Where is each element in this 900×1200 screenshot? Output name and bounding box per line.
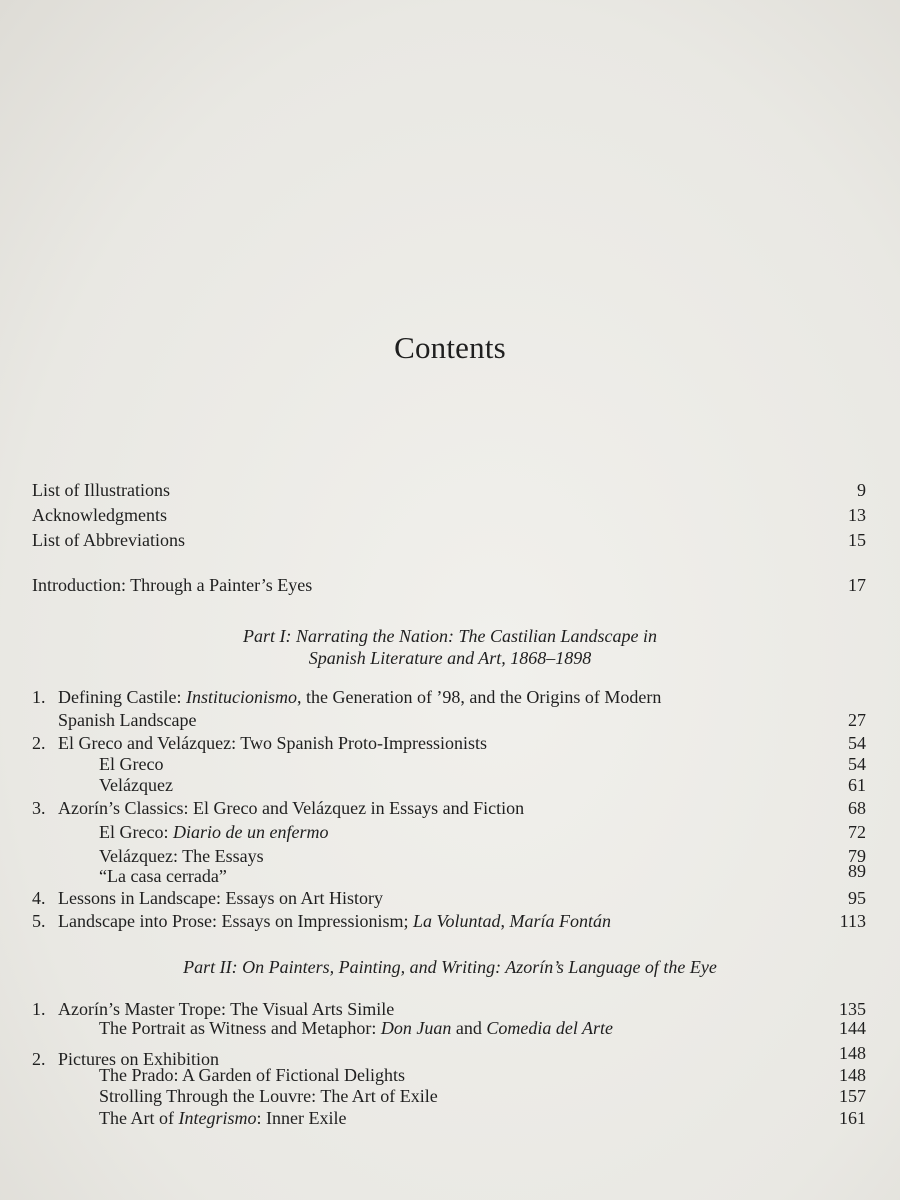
chapter-number: 5. xyxy=(32,911,46,931)
title-text: Azorín’s Master Trope: The Visual Arts Simile xyxy=(58,999,395,1019)
part-heading xyxy=(0,625,900,669)
title-italic: Integrismo xyxy=(178,1108,257,1128)
title-text: The Art of xyxy=(99,1108,179,1128)
entry-title: El Greco xyxy=(99,754,164,774)
title-text: and xyxy=(451,1018,487,1038)
title-text: : Inner Exile xyxy=(256,1108,347,1128)
chapter-number: 2. xyxy=(32,1049,46,1069)
page-number: 79 xyxy=(848,846,866,866)
part-heading-line: Part II: On Painters, Painting, and Writing: Azorín’s Language of the Eye xyxy=(183,957,717,977)
entry-title: List of Illustrations xyxy=(32,480,170,500)
page-number: 68 xyxy=(848,798,866,818)
chapter-number: 4. xyxy=(32,888,46,908)
title-italic: Diario de un enfermo xyxy=(172,822,329,842)
page-number: 54 xyxy=(848,754,866,774)
entry-title: “La casa cerrada” xyxy=(99,866,227,886)
title-text: , xyxy=(500,911,510,931)
page-number: 144 xyxy=(839,1018,866,1038)
page-number: 9 xyxy=(857,480,866,500)
page-number: 148 xyxy=(839,1043,866,1063)
entry-title: Velázquez xyxy=(99,775,173,795)
entry-title xyxy=(32,797,524,819)
entry-title: Velázquez: The Essays xyxy=(99,846,264,866)
entry-title xyxy=(32,732,487,754)
page-number: 135 xyxy=(839,999,866,1019)
title-text: Landscape into Prose: Essays on Impressionism; xyxy=(58,911,413,931)
title-text: El Greco and Velázquez: Two Spanish Proto-Impressionists xyxy=(58,733,488,753)
chapter-number: 2. xyxy=(32,733,46,753)
page-number: 157 xyxy=(839,1086,866,1106)
title-text: The Portrait as Witness and Metaphor: xyxy=(99,1018,381,1038)
title-italic: La Voluntad xyxy=(412,911,501,931)
part-heading-line: Part I: Narrating the Nation: The Castilian Landscape in xyxy=(242,626,657,646)
page-number: 89 xyxy=(848,861,866,881)
title-text: Lessons in Landscape: Essays on Art History xyxy=(58,888,383,908)
title-italic: Comedia del Arte xyxy=(486,1018,614,1038)
entry-title: Introduction: Through a Painter’s Eyes xyxy=(32,575,313,595)
title-italic: María Fontán xyxy=(509,911,611,931)
chapter-number: 1. xyxy=(32,999,46,1019)
title-text: Azorín’s Classics: El Greco and Velázquez in Essays and Fiction xyxy=(58,798,525,818)
page-title: Contents xyxy=(394,330,506,365)
title-italic: Don Juan xyxy=(380,1018,452,1038)
entry-title xyxy=(99,821,328,843)
entry-title xyxy=(32,686,661,708)
page-number: 95 xyxy=(848,888,866,908)
entry-title xyxy=(99,1107,346,1129)
entry-title: Strolling Through the Louvre: The Art of Exile xyxy=(99,1086,438,1106)
entry-title: Spanish Landscape xyxy=(58,710,197,730)
entry-title: Acknowledgments xyxy=(32,505,167,525)
title-text: Defining Castile: xyxy=(58,687,186,707)
entry-title: List of Abbreviations xyxy=(32,530,185,550)
page-number: 61 xyxy=(848,775,866,795)
chapter-number: 3. xyxy=(32,798,46,818)
page-number: 113 xyxy=(839,911,866,931)
title-italic: Institucionismo xyxy=(185,687,297,707)
page-number: 27 xyxy=(848,710,866,730)
page-number: 15 xyxy=(848,530,866,550)
page-number: 54 xyxy=(848,733,866,753)
chapter-number: 1. xyxy=(32,687,46,707)
entry-title: The Prado: A Garden of Fictional Delights xyxy=(99,1065,405,1085)
page-number: 17 xyxy=(848,575,866,595)
entry-title xyxy=(99,1017,613,1039)
entry-title xyxy=(32,910,611,932)
part-heading-line: Spanish Literature and Art, 1868–1898 xyxy=(308,648,592,668)
page-number: 148 xyxy=(839,1065,866,1085)
entry-title xyxy=(32,887,383,909)
title-text: , the Generation of ’98, and the Origins of Modern xyxy=(296,687,662,707)
page-number: 13 xyxy=(848,505,866,525)
page-number: 161 xyxy=(839,1108,866,1128)
title-text: El Greco: xyxy=(99,822,173,842)
page-number: 72 xyxy=(848,822,866,842)
part-heading xyxy=(0,956,900,978)
title-text: Pictures on Exhibition xyxy=(58,1049,219,1069)
